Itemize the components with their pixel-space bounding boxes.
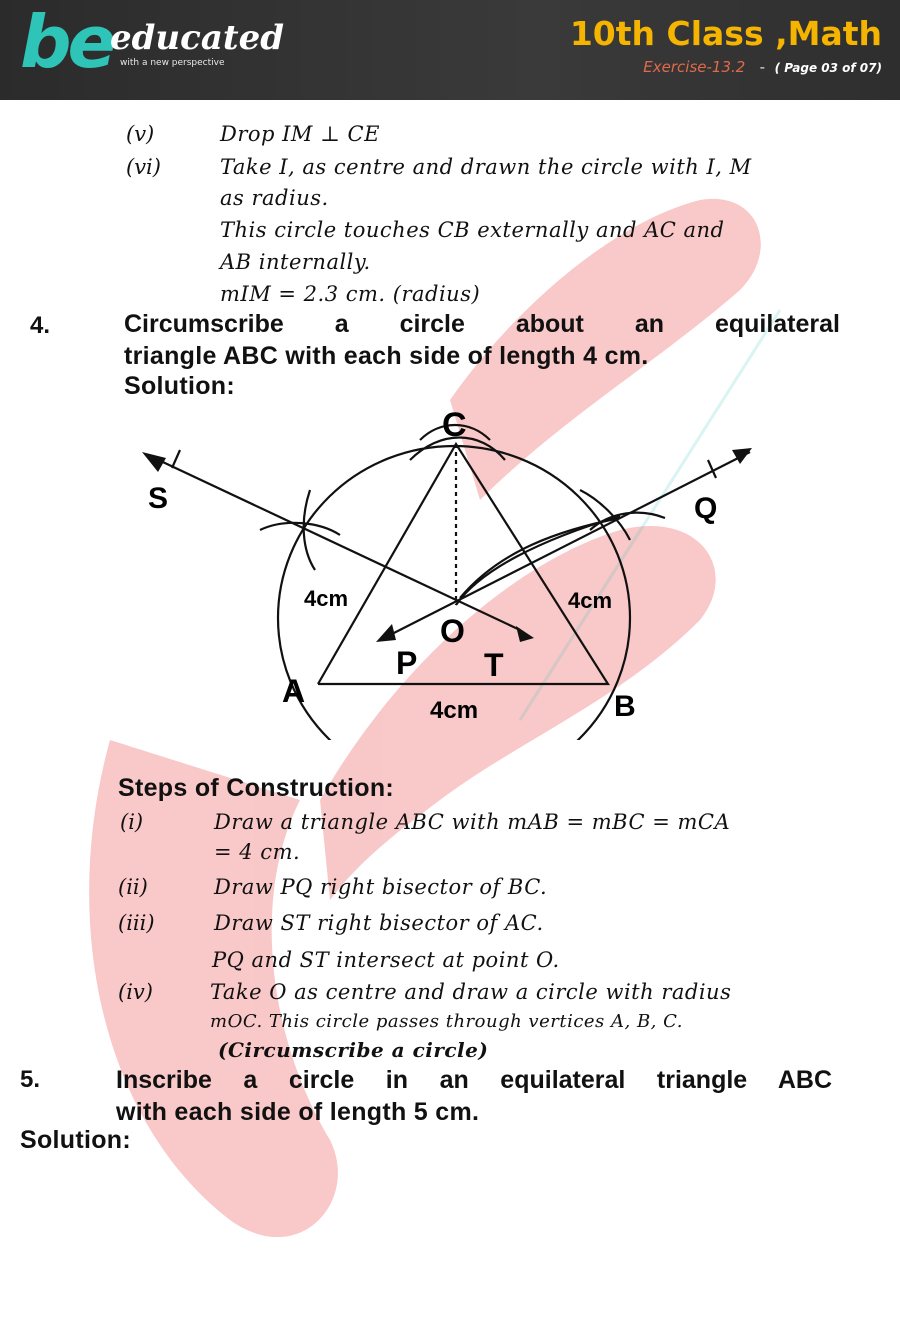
brand-logo[interactable]: [10, 0, 284, 96]
q4-line2: triangle ABC with each side of length 4 cm.: [124, 342, 649, 370]
step-iv-text: Take O as centre and draw a circle with radius: [210, 980, 732, 1004]
q4-number: 4.: [30, 312, 51, 339]
arrow-t: [516, 626, 534, 642]
q4-line1: Circumscribe a circle about an equilateral: [124, 310, 840, 338]
label-p: P: [396, 645, 418, 681]
radius-text: mIM = 2.3 cm. (radius): [220, 282, 481, 306]
touch-text-2: AB internally.: [220, 250, 371, 274]
label-a: A: [282, 673, 306, 709]
step-iv-text-2: mOC. This circle passes through vertices A, B, C.: [210, 1011, 683, 1032]
touch-text: This circle touches CB externally and AC and: [220, 218, 725, 242]
label-left-side: 4cm: [304, 586, 349, 611]
logo-tagline: with a new perspective: [120, 58, 225, 68]
q5-number: 5.: [20, 1066, 41, 1093]
page-header: [0, 0, 900, 100]
step-ii-text: Draw PQ right bisector of BC.: [214, 875, 548, 899]
label-bottom-side: 4cm: [430, 697, 479, 724]
step-i-number: (i): [120, 810, 144, 834]
class-title: 10th Class ,Math: [569, 14, 882, 53]
step-i-text-2: = 4 cm.: [214, 840, 301, 864]
step-v-text: Drop IM ⊥ CE: [220, 122, 380, 146]
exercise-info: [643, 58, 882, 76]
logo-be: be: [20, 0, 113, 84]
label-s: S: [148, 482, 169, 515]
construction-figure: [120, 400, 780, 740]
arrow-p: [376, 624, 396, 642]
step-iv-text-3: (Circumscribe a circle): [218, 1038, 489, 1062]
label-o: O: [440, 613, 465, 649]
step-vi-text: Take I, as centre and drawn the circle with I, M: [220, 155, 752, 179]
label-right-side: 4cm: [568, 588, 613, 613]
step-iv-number: (iv): [118, 980, 153, 1004]
steps-heading: Steps of Construction:: [118, 774, 395, 802]
label-t: T: [484, 647, 504, 683]
step-v-number: (v): [126, 122, 155, 146]
exercise-label: Exercise-13.2: [643, 58, 746, 76]
step-iii-text: Draw ST right bisector of AC.: [214, 911, 544, 935]
q5-line1: Inscribe a circle in an equilateral triangle ABC: [116, 1066, 832, 1094]
label-q: Q: [694, 492, 718, 525]
q5-line2: with each side of length 5 cm.: [116, 1098, 480, 1126]
step-i-text: Draw a triangle ABC with mAB = mBC = mCA: [214, 810, 731, 834]
label-b: B: [614, 690, 636, 723]
step-ii-number: (ii): [118, 875, 148, 899]
arrow-s: [142, 452, 166, 472]
step-vi-text-2: as radius.: [220, 186, 329, 210]
step-iii-text-2: PQ and ST intersect at point O.: [212, 948, 560, 972]
arrow-q: [732, 448, 752, 464]
step-iii-number: (iii): [118, 911, 155, 935]
q4-solution: Solution:: [124, 372, 236, 400]
page-indicator: ( Page 03 of 07): [774, 61, 882, 75]
logo-educated: educated: [110, 18, 284, 58]
q5-solution: Solution:: [20, 1126, 132, 1154]
step-vi-number: (vi): [126, 155, 161, 179]
exercise-dash: -: [759, 58, 766, 76]
label-c: C: [442, 406, 467, 444]
